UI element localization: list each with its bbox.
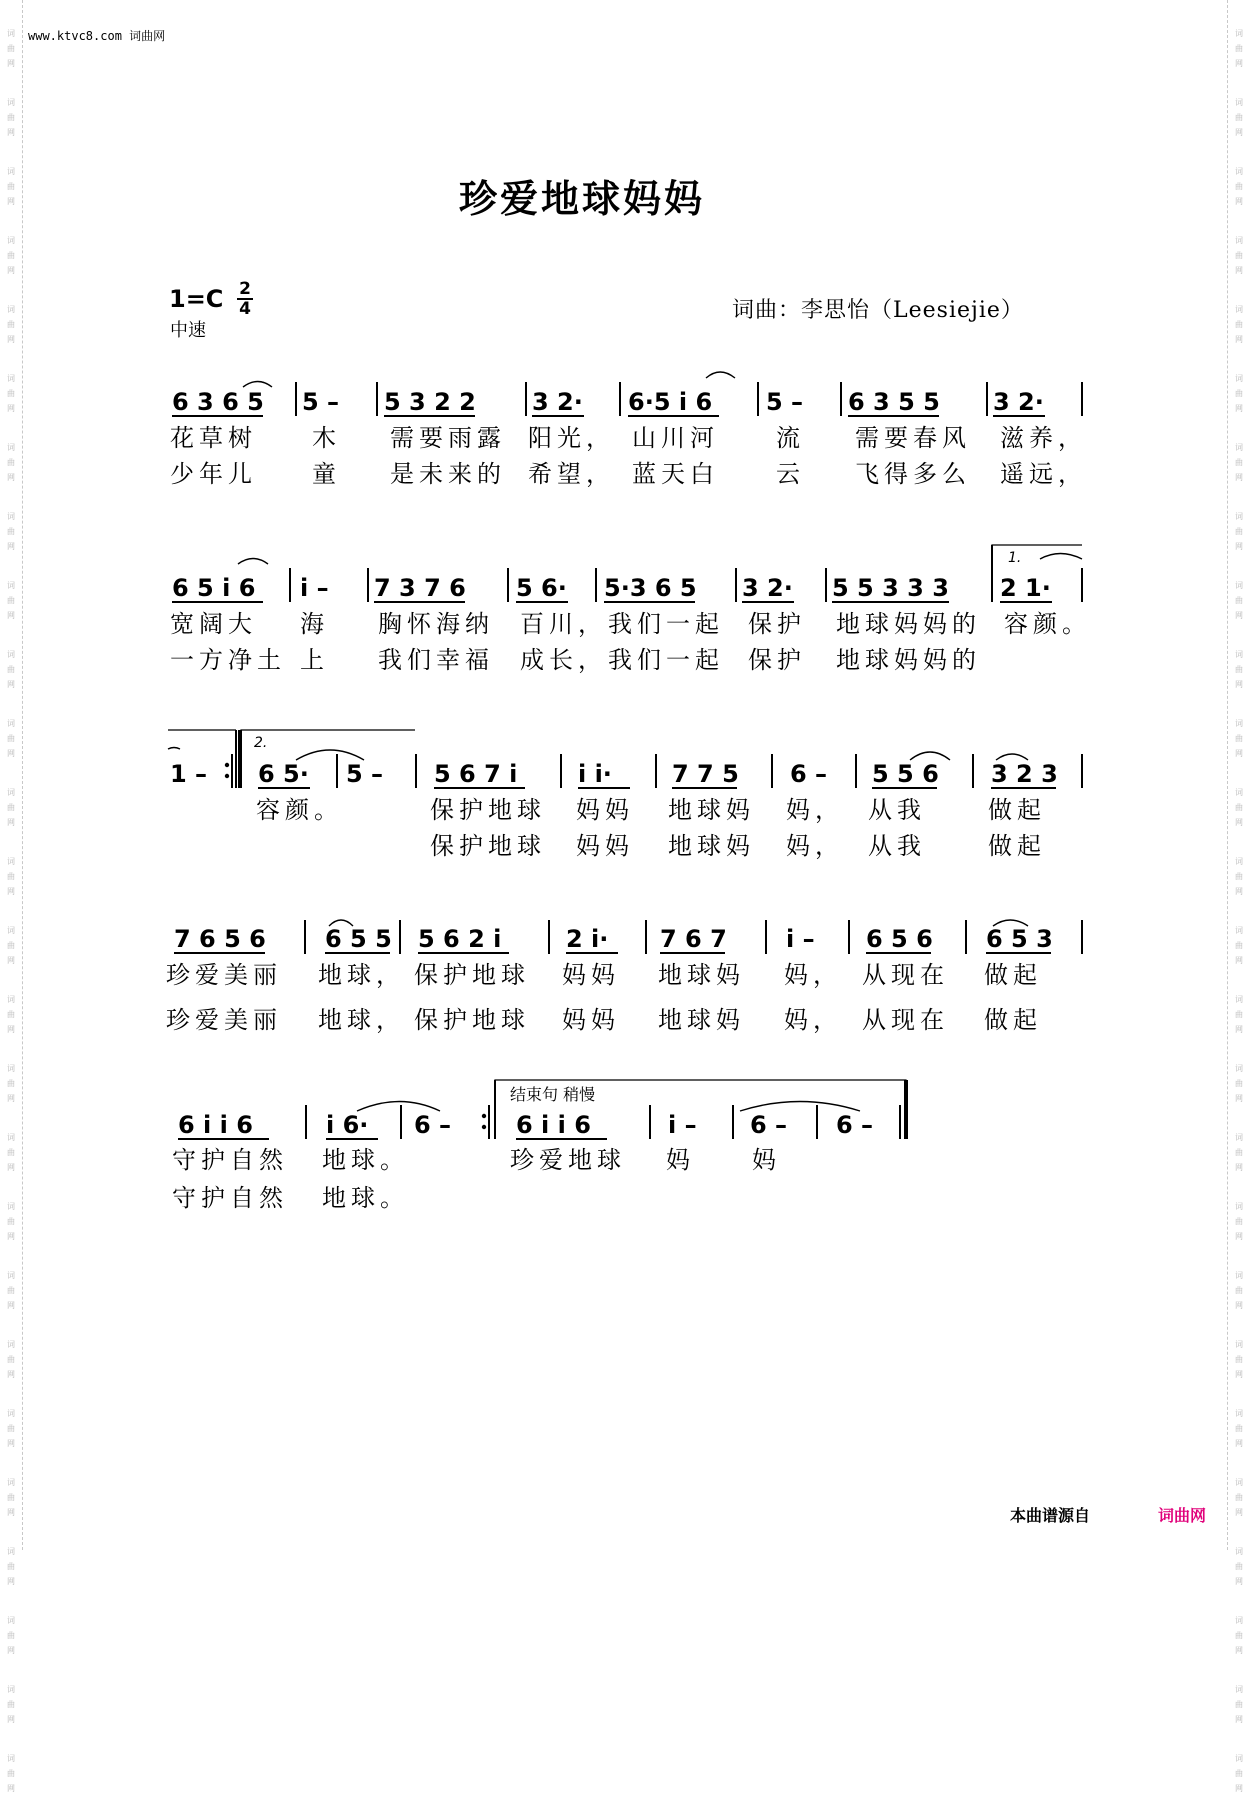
lyric-verse-1: 珍爱美丽	[166, 961, 282, 989]
watermark-glyph: 网	[7, 1301, 15, 1310]
watermark-glyph: 网	[1235, 335, 1243, 344]
measure-notes: 5 –	[346, 760, 384, 788]
measure-notes: 3 2 3	[991, 760, 1058, 788]
watermark-glyph: 曲	[7, 1010, 15, 1019]
measure-notes: 5·3 6 5	[604, 574, 697, 602]
watermark-glyph: 网	[1235, 956, 1243, 965]
watermark-glyph: 词	[7, 443, 15, 452]
lyric-verse-2: 云	[776, 460, 805, 488]
watermark-glyph: 网	[1235, 473, 1243, 482]
measure-notes: 5 3 2 2	[384, 388, 476, 416]
measure-notes: 7 3 7 6	[374, 574, 466, 602]
watermark-glyph: 网	[7, 1163, 15, 1172]
watermark-glyph: 网	[7, 1439, 15, 1448]
measure-notes: 6 –	[836, 1111, 874, 1139]
footer-brand-link[interactable]: 词曲网	[1158, 1506, 1207, 1525]
lyric-verse-1: 妈妈	[562, 961, 620, 989]
watermark-glyph: 网	[7, 335, 15, 344]
lyric-verse-2: 少年儿	[170, 460, 257, 488]
watermark-glyph: 曲	[7, 1424, 15, 1433]
watermark-glyph: 词	[1235, 788, 1243, 797]
watermark-glyph: 词	[1235, 512, 1243, 521]
measure-notes: 3 2·	[532, 388, 583, 416]
lyric-verse-1: 从现在	[862, 961, 949, 989]
watermark-glyph: 网	[7, 404, 15, 413]
watermark-glyph: 词	[7, 926, 15, 935]
watermark-glyph: 曲	[7, 1700, 15, 1709]
watermark-glyph: 网	[1235, 404, 1243, 413]
watermark-glyph: 网	[1235, 887, 1243, 896]
lyric-verse-1: 守护自然	[172, 1146, 288, 1174]
lyric-verse-1: 地球。	[322, 1146, 409, 1174]
watermark-glyph: 词	[7, 995, 15, 1004]
watermark-glyph: 曲	[1235, 182, 1243, 191]
lyric-verse-1: 地球妈妈的	[836, 610, 981, 638]
site-url[interactable]: www.ktvc8.com 词曲网	[28, 29, 166, 43]
lyric-verse-2: 一方净土	[170, 646, 286, 674]
watermark-glyph: 词	[1235, 374, 1243, 383]
lyric-verse-2: 遥远，	[1000, 460, 1087, 488]
measure-notes: 6 5 6	[866, 925, 933, 953]
lyric-verse-2: 从现在	[862, 1006, 949, 1034]
watermark-glyph: 词	[7, 29, 15, 38]
watermark-glyph: 词	[1235, 1547, 1243, 1556]
watermark-glyph: 曲	[1235, 1286, 1243, 1295]
watermark-glyph: 网	[7, 818, 15, 827]
lyric-verse-1: 保护	[748, 610, 806, 638]
lyric-verse-2: 妈妈	[562, 1006, 620, 1034]
watermark-glyph: 网	[1235, 1508, 1243, 1517]
watermark-glyph: 网	[1235, 542, 1243, 551]
watermark-glyph: 网	[1235, 1439, 1243, 1448]
watermark-glyph: 词	[1235, 1271, 1243, 1280]
watermark-glyph: 词	[1235, 1409, 1243, 1418]
watermark-glyph: 网	[7, 473, 15, 482]
watermark-glyph: 曲	[7, 734, 15, 743]
lyric-verse-1: 妈，	[786, 796, 844, 824]
watermark-glyph: 曲	[1235, 458, 1243, 467]
watermark-glyph: 词	[1235, 995, 1243, 1004]
watermark-glyph: 网	[1235, 1577, 1243, 1586]
lyric-verse-2: 守护自然	[172, 1184, 288, 1212]
lyric-verse-1: 容颜。	[256, 796, 343, 824]
measure-notes: i –	[786, 925, 815, 953]
watermark-glyph: 网	[1235, 1784, 1243, 1793]
watermark-glyph: 词	[7, 512, 15, 521]
watermark-glyph: 曲	[7, 251, 15, 260]
watermark-glyph: 网	[7, 197, 15, 206]
measure-notes: 6 5 5	[325, 925, 392, 953]
watermark-glyph: 曲	[1235, 527, 1243, 536]
watermark-glyph: 曲	[1235, 803, 1243, 812]
song-title: 珍爱地球妈妈	[458, 176, 705, 221]
time-signature-top: 2	[239, 279, 251, 299]
watermark-glyph: 网	[1235, 749, 1243, 758]
lyric-verse-2: 保护	[748, 646, 806, 674]
watermark-glyph: 词	[7, 167, 15, 176]
watermark-glyph: 曲	[7, 1562, 15, 1571]
watermark-glyph: 词	[1235, 581, 1243, 590]
watermark-glyph: 曲	[7, 941, 15, 950]
lyric-verse-1: 流	[776, 424, 805, 452]
watermark-glyph: 曲	[1235, 1010, 1243, 1019]
lyric-verse-1: 珍爱地球	[510, 1146, 626, 1174]
lyric-verse-1: 做起	[984, 961, 1042, 989]
watermark-glyph: 曲	[7, 44, 15, 53]
watermark-glyph: 词	[1235, 719, 1243, 728]
watermark-glyph: 词	[7, 1340, 15, 1349]
lyric-verse-2: 是未来的	[390, 460, 506, 488]
watermark-glyph: 曲	[7, 1286, 15, 1295]
measure-notes: 1 –	[170, 760, 208, 788]
watermark-glyph: 网	[1235, 818, 1243, 827]
measure-notes: 2 i·	[566, 925, 609, 953]
watermark-glyph: 词	[7, 1064, 15, 1073]
lyric-verse-2: 做起	[988, 832, 1046, 860]
watermark-glyph: 词	[7, 1616, 15, 1625]
watermark-glyph: 网	[7, 1025, 15, 1034]
watermark-glyph: 词	[7, 1202, 15, 1211]
watermark-glyph: 曲	[1235, 1355, 1243, 1364]
measure-notes: 6 i i 6	[516, 1111, 591, 1139]
lyric-verse-1: 木	[312, 424, 341, 452]
second-ending-label: 2.	[254, 735, 268, 751]
watermark-glyph: 网	[1235, 1232, 1243, 1241]
lyric-verse-2: 地球妈	[668, 832, 755, 860]
watermark-glyph: 词	[1235, 1478, 1243, 1487]
watermark-glyph: 网	[7, 1094, 15, 1103]
measure-notes: 6 3 6 5	[172, 388, 264, 416]
watermark-glyph: 词	[7, 98, 15, 107]
watermark-glyph: 曲	[7, 527, 15, 536]
coda-label: 结束句 稍慢	[510, 1085, 596, 1104]
watermark-glyph: 词	[1235, 1616, 1243, 1625]
watermark-glyph: 曲	[1235, 44, 1243, 53]
watermark-glyph: 词	[1235, 1340, 1243, 1349]
lyrics-layer	[166, 424, 1091, 1212]
watermark-glyph: 词	[7, 236, 15, 245]
watermark-glyph: 网	[1235, 1301, 1243, 1310]
watermark-glyph: 曲	[7, 1493, 15, 1502]
watermark-glyph: 词	[1235, 1064, 1243, 1073]
lyric-verse-1: 妈	[752, 1146, 781, 1174]
lyric-verse-1: 从我	[868, 796, 926, 824]
watermark-glyph: 曲	[1235, 1562, 1243, 1571]
lyric-verse-2: 做起	[984, 1006, 1042, 1034]
watermark-glyph: 曲	[1235, 1769, 1243, 1778]
watermark-glyph: 词	[7, 581, 15, 590]
watermark-glyph: 网	[7, 1577, 15, 1586]
measure-notes: 5 6·	[516, 574, 567, 602]
watermark-glyph: 曲	[1235, 941, 1243, 950]
watermark-glyph: 网	[7, 956, 15, 965]
watermark-glyph: 词	[7, 650, 15, 659]
watermark-glyph: 曲	[7, 1355, 15, 1364]
watermark-glyph: 曲	[1235, 1700, 1243, 1709]
time-signature-bottom: 4	[239, 299, 251, 319]
watermark-glyph: 曲	[7, 1217, 15, 1226]
watermark-glyph: 曲	[7, 872, 15, 881]
measure-notes: 6 3 5 5	[848, 388, 940, 416]
measure-notes: i –	[300, 574, 329, 602]
watermark-glyph: 网	[7, 266, 15, 275]
lyric-verse-1: 花草树	[170, 424, 257, 452]
measure-notes: 6 –	[790, 760, 828, 788]
watermark-glyph: 曲	[7, 665, 15, 674]
watermark-glyph: 曲	[1235, 389, 1243, 398]
lyric-verse-1: 妈	[666, 1146, 695, 1174]
measure-notes: 6 5 3	[986, 925, 1053, 953]
measure-notes: 5 5 3 3 3	[832, 574, 949, 602]
watermark-glyph: 词	[1235, 305, 1243, 314]
measure-notes: 6 –	[414, 1111, 452, 1139]
lyric-verse-1: 宽阔大	[170, 610, 257, 638]
measure-notes: 5 –	[302, 388, 340, 416]
tempo-marking: 中速	[170, 320, 206, 341]
lyric-verse-1: 滋养，	[1000, 424, 1087, 452]
watermark-glyph: 词	[7, 1685, 15, 1694]
watermark-glyph: 网	[1235, 128, 1243, 137]
lyric-verse-2: 地球，	[318, 1006, 405, 1034]
watermark-glyph: 网	[1235, 1094, 1243, 1103]
watermark-glyph: 网	[7, 1232, 15, 1241]
watermark-glyph: 网	[7, 1784, 15, 1793]
watermark-glyph: 曲	[7, 113, 15, 122]
watermark-glyph: 词	[1235, 29, 1243, 38]
watermark-glyph: 曲	[1235, 113, 1243, 122]
watermark-glyph: 网	[1235, 197, 1243, 206]
watermark-glyph: 词	[1235, 1685, 1243, 1694]
watermark-glyph: 曲	[1235, 1148, 1243, 1157]
watermark-glyph: 曲	[1235, 734, 1243, 743]
watermark-glyph: 曲	[7, 182, 15, 191]
lyric-verse-1: 胸怀海纳	[378, 610, 494, 638]
lyric-verse-2: 希望，	[528, 460, 615, 488]
lyric-verse-2: 保护地球	[414, 1006, 530, 1034]
watermark-glyph: 曲	[1235, 1217, 1243, 1226]
watermark-glyph: 词	[1235, 1202, 1243, 1211]
lyric-verse-2: 地球。	[322, 1184, 409, 1212]
measure-notes: 6·5 i 6	[628, 388, 713, 416]
watermark-glyph: 网	[7, 542, 15, 551]
measure-notes: i –	[668, 1111, 697, 1139]
watermark-glyph: 词	[7, 1478, 15, 1487]
watermark-glyph: 网	[1235, 1025, 1243, 1034]
measure-notes: i 6·	[326, 1111, 369, 1139]
watermark-glyph: 曲	[7, 1631, 15, 1640]
watermark-glyph: 词	[1235, 167, 1243, 176]
watermark-glyph: 词	[7, 1133, 15, 1142]
footer-source-label: 本曲谱源自	[1010, 1506, 1091, 1525]
lyric-verse-2: 成长，	[520, 646, 607, 674]
lyric-verse-1: 需要雨露	[390, 424, 506, 452]
lyric-verse-2: 上	[300, 646, 329, 674]
watermark-glyph: 曲	[7, 803, 15, 812]
watermark-glyph: 网	[1235, 680, 1243, 689]
lyric-verse-1: 保护地球	[430, 796, 546, 824]
watermark-glyph: 网	[1235, 1646, 1243, 1655]
measure-notes: 5 6 7 i	[434, 760, 518, 788]
watermark-glyph: 网	[1235, 266, 1243, 275]
watermark-glyph: 网	[7, 1508, 15, 1517]
composer-credit: 词曲：李思怡（Leesiejie）	[732, 298, 1024, 323]
measure-notes: 7 6 7	[660, 925, 727, 953]
measure-notes: 5 –	[766, 388, 804, 416]
lyric-verse-2: 我们幸福	[378, 646, 494, 674]
watermark-glyph: 网	[7, 1370, 15, 1379]
watermark-glyph: 曲	[7, 320, 15, 329]
watermark-glyph: 词	[7, 788, 15, 797]
watermark-glyph: 词	[7, 1547, 15, 1556]
watermark-glyph: 曲	[7, 1148, 15, 1157]
lyric-verse-1: 妈妈	[576, 796, 634, 824]
watermark-glyph: 曲	[1235, 1079, 1243, 1088]
lyric-verse-1: 地球，	[318, 961, 405, 989]
lyric-verse-2: 蓝天白	[632, 460, 719, 488]
watermark-glyph: 网	[1235, 59, 1243, 68]
watermark-glyph: 网	[7, 128, 15, 137]
watermark-glyph: 词	[7, 374, 15, 383]
measure-notes: 7 7 5	[672, 760, 739, 788]
lyric-verse-1: 妈，	[784, 961, 842, 989]
lyric-verse-2: 保护地球	[430, 832, 546, 860]
watermark-glyph: 网	[1235, 1715, 1243, 1724]
first-ending-label: 1.	[1008, 550, 1022, 566]
measure-notes: 2 1·	[1000, 574, 1051, 602]
measure-notes: 6 –	[750, 1111, 788, 1139]
lyric-verse-1: 做起	[988, 796, 1046, 824]
watermark-glyph: 词	[7, 1409, 15, 1418]
watermark-glyph: 词	[7, 719, 15, 728]
watermark-glyph: 词	[1235, 98, 1243, 107]
watermark-glyph: 曲	[1235, 1493, 1243, 1502]
lyric-verse-2: 妈，	[784, 1006, 842, 1034]
lyric-verse-1: 需要春风	[855, 424, 971, 452]
watermark-glyph: 网	[1235, 1370, 1243, 1379]
lyric-verse-2: 童	[312, 460, 341, 488]
watermark-glyph: 词	[7, 305, 15, 314]
lyric-verse-2: 地球妈妈的	[836, 646, 981, 674]
lyric-verse-1: 容颜。	[1004, 610, 1091, 638]
lyric-verse-2: 妈，	[786, 832, 844, 860]
watermark-glyph: 词	[1235, 650, 1243, 659]
lyric-verse-2: 我们一起	[608, 646, 724, 674]
watermark-glyph: 词	[1235, 1754, 1243, 1763]
measure-notes: 3 2·	[993, 388, 1044, 416]
measure-notes: 5 6 2 i	[418, 925, 502, 953]
watermark-glyph: 曲	[1235, 251, 1243, 260]
lyric-verse-1: 阳光，	[528, 424, 615, 452]
watermark-glyph: 词	[1235, 1133, 1243, 1142]
watermark-glyph: 词	[7, 857, 15, 866]
watermark-glyph: 网	[1235, 611, 1243, 620]
watermark-glyph: 曲	[7, 596, 15, 605]
lyric-verse-1: 我们一起	[608, 610, 724, 638]
watermark-glyph: 网	[7, 749, 15, 758]
watermark-glyph: 曲	[7, 1079, 15, 1088]
lyric-verse-2: 地球妈	[658, 1006, 745, 1034]
lyric-verse-2: 从我	[868, 832, 926, 860]
watermark-glyph: 曲	[7, 458, 15, 467]
lyric-verse-1: 地球妈	[658, 961, 745, 989]
measure-notes: 7 6 5 6	[174, 925, 266, 953]
watermark-glyph: 网	[7, 887, 15, 896]
measure-notes: 6 i i 6	[178, 1111, 253, 1139]
measure-notes: i i·	[578, 760, 612, 788]
watermark-glyph: 词	[1235, 236, 1243, 245]
measure-notes: 6 5 i 6	[172, 574, 256, 602]
watermark-glyph: 网	[1235, 1163, 1243, 1172]
watermark-glyph: 词	[7, 1271, 15, 1280]
lyric-verse-1: 保护地球	[414, 961, 530, 989]
watermark-glyph: 曲	[7, 389, 15, 398]
watermark-glyph: 词	[7, 1754, 15, 1763]
watermark-glyph: 词	[1235, 926, 1243, 935]
measure-notes: 3 2·	[742, 574, 793, 602]
watermark-glyph: 曲	[1235, 1424, 1243, 1433]
watermark-glyph: 曲	[1235, 1631, 1243, 1640]
watermark-glyph: 网	[7, 1646, 15, 1655]
key-signature: 1=C	[169, 285, 224, 313]
watermark-glyph: 词	[1235, 857, 1243, 866]
lyric-verse-2: 珍爱美丽	[166, 1006, 282, 1034]
watermark-glyph: 词	[1235, 443, 1243, 452]
lyric-verse-1: 百川，	[520, 610, 607, 638]
lyric-verse-2: 妈妈	[576, 832, 634, 860]
watermark-glyph: 曲	[1235, 665, 1243, 674]
watermark-glyph: 曲	[1235, 596, 1243, 605]
watermark-glyph: 网	[7, 1715, 15, 1724]
watermark-glyph: 网	[7, 680, 15, 689]
lyric-verse-1: 地球妈	[668, 796, 755, 824]
watermark-glyph: 曲	[7, 1769, 15, 1778]
watermark-glyph: 曲	[1235, 872, 1243, 881]
lyric-verse-2: 飞得多么	[855, 460, 971, 488]
lyric-verse-1: 山川河	[632, 424, 719, 452]
measure-notes: 6 5·	[258, 760, 309, 788]
watermark-glyph: 网	[7, 59, 15, 68]
lyric-verse-1: 海	[300, 610, 329, 638]
watermark-glyph: 曲	[1235, 320, 1243, 329]
measure-notes: 5 5 6	[872, 760, 939, 788]
watermark-glyph: 网	[7, 611, 15, 620]
